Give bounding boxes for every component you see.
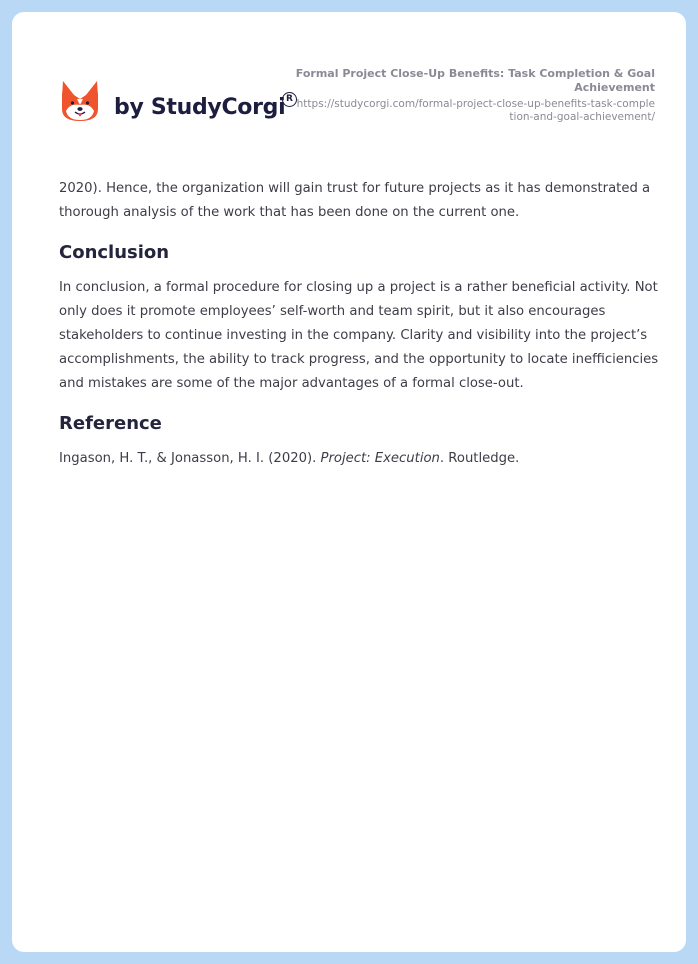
document-url[interactable]: https://studycorgi.com/formal-project-close-up-benefits-task-completion-and-goal-achievement/ — [296, 98, 655, 123]
conclusion-heading: Conclusion — [59, 242, 170, 263]
document-card — [12, 12, 686, 952]
document-body — [59, 177, 659, 471]
registered-mark-icon: R — [282, 92, 297, 107]
logo-text: by StudyCorgi — [114, 94, 286, 120]
intro-paragraph: 2020). Hence, the organization will gain trust for future projects as it has demonstrated a thorough analysis of the work that has been done on the current one. — [59, 181, 651, 220]
corgi-icon — [60, 79, 100, 125]
conclusion-paragraph: In conclusion, a formal procedure for closing up a project is a rather beneficial activity. Not only does it promote employees’ self-worth and team spirit, but it also encourages stakeholders to continue investing in the company. Clarity and visibility into the project’s accomplishments, the ability to track progress, and the opportunity to locate inefficiencies and mistakes are some of the major advantages of a formal close-out. — [59, 280, 659, 391]
reference-title: Project: Execution — [320, 451, 440, 466]
reference-publisher: . Routledge. — [439, 451, 520, 466]
reference-heading: Reference — [59, 413, 162, 434]
document-title: Formal Project Close-Up Benefits: Task Completion & Goal Achievement — [295, 67, 655, 94]
reference-authors: Ingason, H. T., & Jonasson, H. I. (2020). — [59, 451, 321, 466]
document-meta — [295, 67, 655, 124]
reference-entry — [59, 447, 659, 471]
studycorgi-logo[interactable] — [60, 76, 293, 128]
